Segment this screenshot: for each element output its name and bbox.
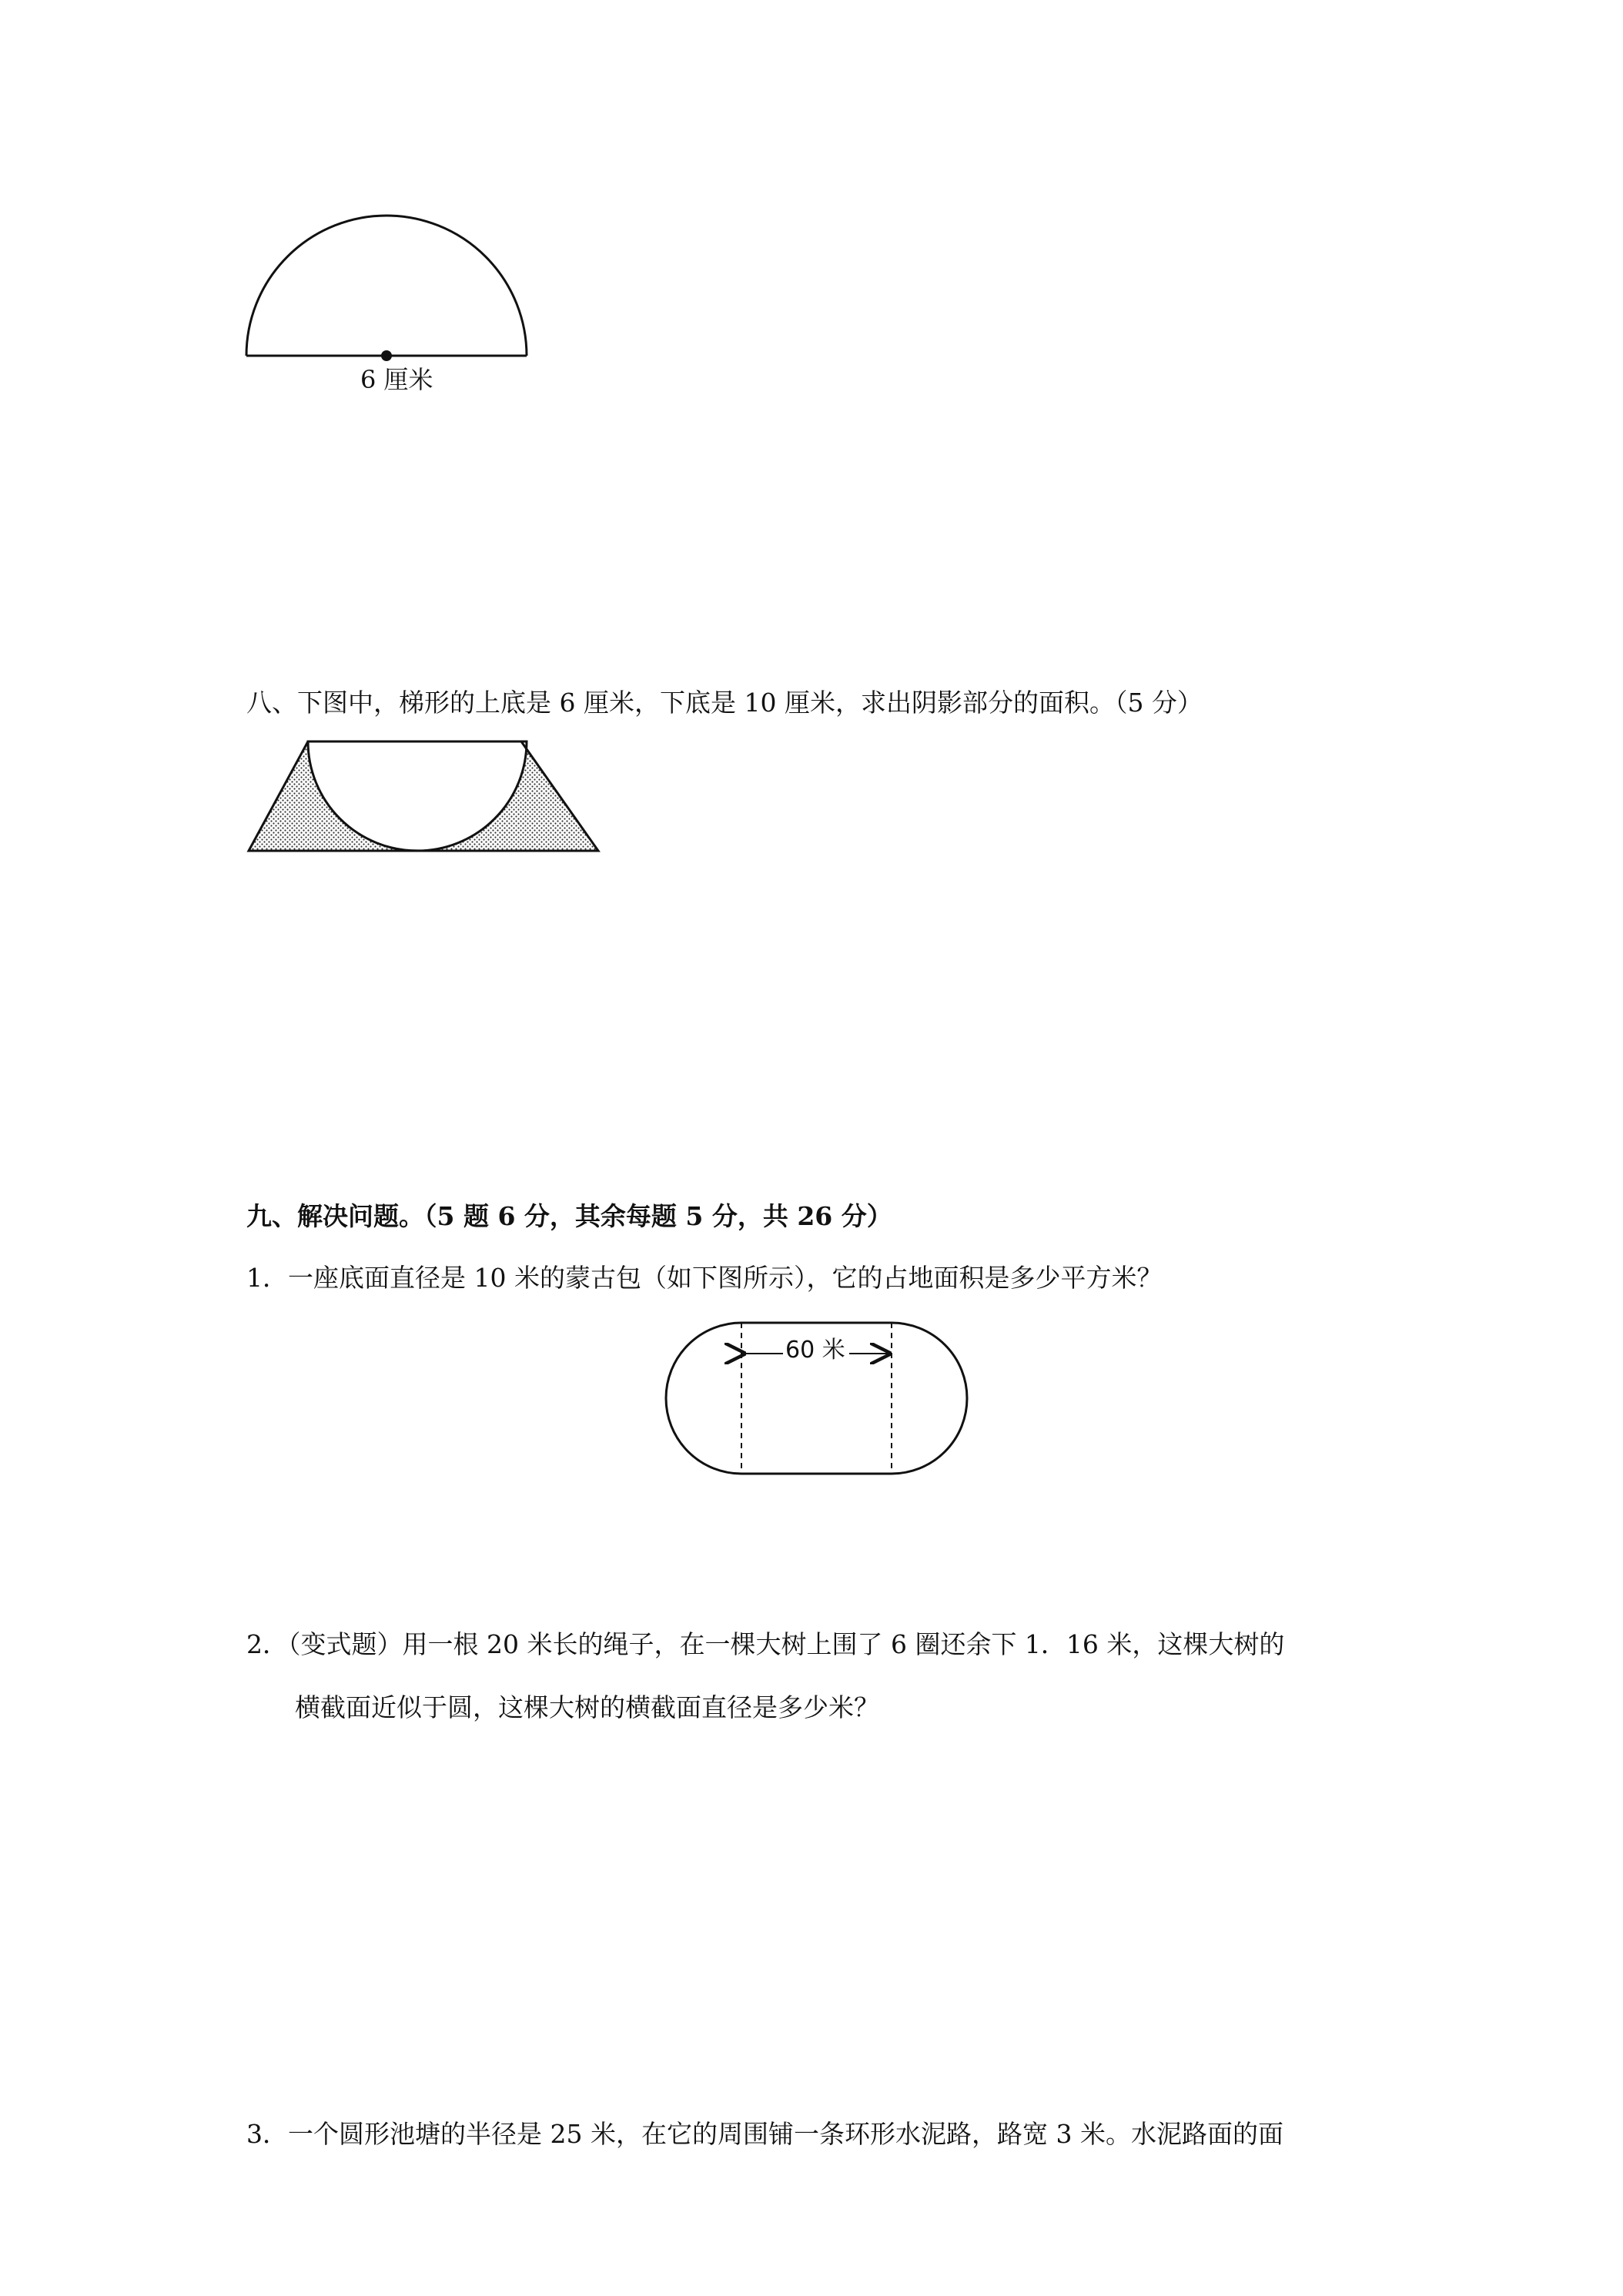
stadium-label: 60 米: [785, 1337, 845, 1364]
question-1: 1．一座底面直径是 10 米的蒙古包（如下图所示），它的占地面积是多少平方米？: [246, 1263, 1163, 1293]
question-2-line2: 横截面近似于圆，这棵大树的横截面直径是多少米？: [295, 1692, 879, 1722]
semicircle-figure: [246, 216, 527, 361]
question-3-line1: 3．一个圆形池塘的半径是 25 米，在它的周围铺一条环形水泥路，路宽 3 米。水泥路面的面: [246, 2119, 1283, 2149]
section9-title: 九、解决问题。（5 题 6 分，其余每题 5 分，共 26 分）: [246, 1201, 892, 1231]
semicircle-center-dot: [381, 350, 392, 361]
semicircle-arc: [246, 216, 527, 356]
section8-title: 八、下图中，梯形的上底是 6 厘米，下底是 10 厘米，求出阴影部分的面积。（5 分）: [246, 688, 1203, 718]
trapezoid-figure: [249, 741, 598, 851]
semicircle-label: 6 厘米: [360, 365, 433, 394]
question-2-line1: 2．（变式题）用一根 20 米长的绳子，在一棵大树上围了 6 圈还余下 1．16 米，这棵大树的: [246, 1629, 1285, 1659]
